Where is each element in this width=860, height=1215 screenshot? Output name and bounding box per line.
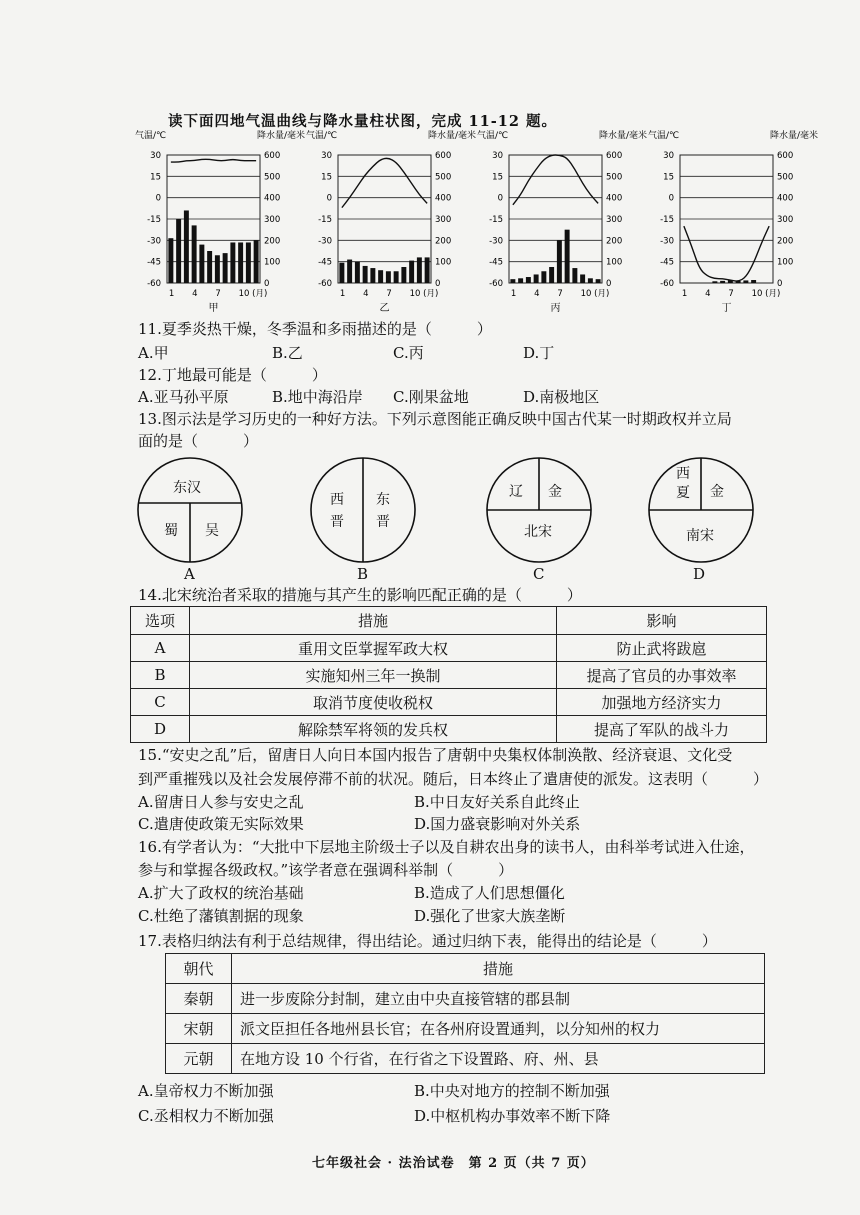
q14-row-c-option: C: [131, 689, 190, 716]
temp-axis-title: 气温/℃: [648, 131, 680, 141]
q15-stem-line2: 到严重摧残以及社会发展停滞不前的状况。随后，日本终止了遣唐使的派发。这表明（ ）: [138, 770, 769, 788]
precip-tick-label: 100: [777, 257, 794, 268]
precip-bar: [549, 267, 554, 283]
q16-stem-line1: 16.有学者认为：“大批中下层地主阶级士子以及自耕农出身的读书人，由科举考试进入仕途，: [138, 838, 755, 856]
q17-table-header-row: [166, 954, 765, 984]
q16-stem-line2: 参与和掌握各级政权。”该学者意在强调科举制（ ）: [138, 861, 514, 879]
precip-bar: [386, 271, 391, 283]
temp-tick-label: 15: [150, 172, 161, 183]
precip-tick-label: 600: [435, 151, 452, 161]
q14-row-d-effect: 提高了军队的战斗力: [557, 716, 767, 743]
q13-stem-line1: 13.图示法是学习历史的一种好方法。下列示意图能正确反映中国古代某一时期政权并立局: [138, 410, 732, 428]
q14-row-a-effect: 防止武将跋扈: [557, 635, 767, 662]
precip-tick-label: 500: [777, 172, 794, 183]
circle-d-right-label: 金: [710, 484, 724, 500]
month-tick-label: 4: [192, 289, 198, 299]
q14-header-option: 选项: [131, 607, 190, 635]
q12-option-a: A.亚马孙平原: [138, 388, 229, 406]
q14-stem: 14.北宋统治者采取的措施与其产生的影响匹配正确的是（ ）: [138, 586, 582, 604]
precip-bar: [409, 261, 414, 283]
circle-diagram-a: [135, 455, 245, 569]
table-row: [166, 1014, 765, 1044]
q14-row-b-measure: 实施知州三年一换制: [190, 662, 557, 689]
q11-option-d: D.丁: [523, 344, 555, 362]
page-footer: 七年级社会 · 法治试卷 第 2 页（共 7 页）: [312, 1156, 595, 1171]
precip-bar: [588, 278, 593, 283]
circle-d-bottom-label: 南宋: [686, 528, 714, 544]
temp-tick-label: -45: [489, 257, 503, 268]
q17-option-d: D.中枢机构办事效率不断下降: [414, 1107, 611, 1125]
circle-diagram-b: [308, 455, 418, 569]
q15-stem-line1: 15.“安史之乱”后，留唐日人向日本国内报告了唐朝中央集权体制涣散、经济衰退、文化受: [138, 746, 733, 764]
precip-tick-label: 100: [606, 257, 623, 268]
precip-tick-label: 500: [435, 172, 452, 183]
circle-a-right-label: 吴: [205, 523, 219, 539]
circle-a-letter: A: [184, 565, 195, 583]
temp-tick-label: 0: [155, 193, 161, 204]
temp-tick-label: 15: [321, 172, 332, 183]
circle-a-left-label: 蜀: [164, 523, 178, 539]
circle-diagram-d: [646, 455, 756, 569]
temperature-curve: [171, 159, 256, 162]
q14-header-effect: 影响: [557, 607, 767, 635]
precip-axis-title: 降水量/毫米: [427, 131, 476, 141]
precip-bar: [378, 270, 383, 283]
temp-tick-label: -30: [489, 236, 503, 247]
precip-tick-label: 500: [264, 172, 281, 183]
temp-tick-label: -60: [489, 279, 503, 289]
climate-chart-svg: [477, 128, 649, 318]
month-tick-label: 7: [728, 289, 734, 299]
temp-tick-label: 15: [492, 172, 503, 183]
q17-header-dynasty: 朝代: [166, 954, 232, 984]
q17-option-a: A.皇帝权力不断加强: [138, 1082, 274, 1100]
chart-intro: 读下面四地气温曲线与降水量柱状图，完成 11-12 题。: [168, 113, 557, 130]
climate-chart-svg: [648, 128, 820, 318]
q14-row-a-measure: 重用文臣掌握军政大权: [190, 635, 557, 662]
temp-tick-label: -60: [147, 279, 161, 289]
table-row: [131, 716, 767, 743]
precip-tick-label: 600: [606, 151, 623, 161]
precip-bar: [199, 245, 204, 283]
precip-tick-label: 400: [264, 193, 281, 204]
precip-bar: [355, 262, 360, 283]
temp-tick-label: -45: [660, 257, 674, 268]
circle-b-letter: B: [357, 565, 369, 583]
precip-bar: [192, 225, 197, 283]
temp-tick-label: -45: [318, 257, 332, 268]
precip-tick-label: 200: [606, 236, 623, 247]
precip-bar: [168, 238, 173, 283]
temp-tick-label: 15: [663, 172, 674, 183]
q15-option-b: B.中日友好关系自此终止: [414, 793, 580, 811]
precip-bar: [246, 242, 251, 283]
temp-tick-label: -15: [318, 215, 332, 225]
q17-row-song-measure: 派文臣担任各地州县长官；在各州府设置通判，以分知州的权力: [232, 1014, 765, 1044]
precip-bar: [510, 279, 515, 283]
q15-option-d: D.国力盛衰影响对外关系: [414, 815, 581, 833]
temp-tick-label: -15: [489, 215, 503, 225]
q12-option-c: C.刚果盆地: [393, 388, 469, 406]
temp-tick-label: -30: [660, 236, 674, 247]
q14-row-c-measure: 取消节度使收税权: [190, 689, 557, 716]
month-tick-label: 10 (月): [238, 289, 268, 299]
climate-chart-ding: [648, 128, 820, 318]
precip-bar: [394, 271, 399, 283]
q17-row-qin-dynasty: 秦朝: [166, 984, 232, 1014]
precip-bar: [596, 279, 601, 283]
precip-bar: [417, 257, 422, 283]
month-tick-label: 10 (月): [409, 289, 439, 299]
precip-tick-label: 200: [777, 236, 794, 247]
q16-option-b: B.造成了人们思想僵化: [414, 884, 565, 902]
precip-axis-title: 降水量/毫米: [769, 131, 818, 141]
temp-tick-label: 30: [663, 151, 674, 161]
precip-bar: [215, 255, 220, 283]
temp-axis-title: 气温/℃: [477, 131, 509, 141]
q14-row-b-effect: 提高了官员的办事效率: [557, 662, 767, 689]
month-tick-label: 4: [363, 289, 369, 299]
temp-tick-label: -30: [147, 236, 161, 247]
precip-bar: [230, 242, 235, 283]
q17-header-measure: 措施: [232, 954, 765, 984]
temp-axis-title: 气温/℃: [306, 131, 338, 141]
precip-tick-label: 600: [264, 151, 281, 161]
q14-row-a-option: A: [131, 635, 190, 662]
precip-bar: [238, 242, 243, 283]
table-row: [166, 1044, 765, 1074]
circle-a-top-label: 东汉: [173, 480, 201, 496]
precip-bar: [751, 280, 756, 283]
precip-bar: [720, 281, 725, 283]
circle-b-right-label: 东 晋: [376, 492, 390, 530]
temp-tick-label: -60: [660, 279, 674, 289]
circle-c-left-label: 辽: [509, 484, 523, 500]
precip-tick-label: 100: [264, 257, 281, 268]
precip-bar: [207, 251, 212, 283]
precip-bar: [425, 257, 430, 283]
month-tick-label: 7: [386, 289, 392, 299]
q17-option-b: B.中央对地方的控制不断加强: [414, 1082, 610, 1100]
q17-table: [165, 953, 765, 1074]
climate-chart-yi: [306, 128, 478, 318]
precip-bar: [743, 280, 748, 283]
temp-tick-label: -15: [147, 215, 161, 225]
precip-tick-label: 600: [777, 151, 794, 161]
q14-row-b-option: B: [131, 662, 190, 689]
month-tick-label: 4: [534, 289, 540, 299]
q14-table: [130, 606, 767, 743]
precip-bar: [557, 240, 562, 283]
temp-tick-label: -15: [660, 215, 674, 225]
q15-option-a: A.留唐日人参与安史之乱: [138, 793, 304, 811]
q17-row-yuan-dynasty: 元朝: [166, 1044, 232, 1074]
q14-header-measure: 措施: [190, 607, 557, 635]
precip-bar: [580, 274, 585, 283]
climate-chart-bing: [477, 128, 649, 318]
temperature-curve: [342, 158, 427, 207]
temp-tick-label: -30: [318, 236, 332, 247]
temp-tick-label: 0: [497, 193, 503, 204]
precip-bar: [541, 271, 546, 283]
q17-row-yuan-measure: 在地方设 10 个行省，在行省之下设置路、府、州、县: [232, 1044, 765, 1074]
precip-tick-label: 500: [606, 172, 623, 183]
precip-tick-label: 0: [777, 279, 783, 289]
temp-axis-title: 气温/℃: [135, 131, 167, 141]
circle-d-left-label: 西 夏: [676, 466, 690, 501]
month-tick-label: 1: [339, 289, 346, 299]
climate-chart-jia: [135, 128, 307, 318]
q17-option-c: C.丞相权力不断加强: [138, 1107, 274, 1125]
precip-bar: [176, 219, 181, 283]
table-row: [166, 984, 765, 1014]
q16-option-a: A.扩大了政权的统治基础: [138, 884, 304, 902]
month-tick-label: 10 (月): [751, 289, 781, 299]
q17-row-song-dynasty: 宋朝: [166, 1014, 232, 1044]
table-row: [131, 689, 767, 716]
precip-bar: [370, 268, 375, 283]
precip-tick-label: 300: [777, 215, 794, 225]
q12-stem: 12.丁地最可能是（ ）: [138, 366, 327, 384]
precip-bar: [363, 266, 368, 283]
precip-tick-label: 200: [435, 236, 452, 247]
precip-bar: [518, 278, 523, 283]
q11-option-c: C.丙: [393, 344, 424, 362]
precip-bar: [526, 277, 531, 283]
month-tick-label: 4: [705, 289, 711, 299]
chart-label: 甲: [208, 303, 219, 314]
precip-tick-label: 0: [264, 279, 270, 289]
climate-chart-svg: [135, 128, 307, 318]
q13-stem-line2: 面的是（ ）: [138, 432, 259, 450]
temp-tick-label: -60: [318, 279, 332, 289]
precip-tick-label: 400: [606, 193, 623, 204]
precip-bar: [534, 274, 539, 283]
q14-row-d-measure: 解除禁军将领的发兵权: [190, 716, 557, 743]
precip-bar: [401, 267, 406, 283]
month-tick-label: 10 (月): [580, 289, 610, 299]
circle-c-letter: C: [533, 565, 545, 583]
precip-bar: [223, 253, 228, 283]
month-tick-label: 1: [168, 289, 175, 299]
chart-label: 丙: [550, 303, 561, 314]
circle-c-bottom-label: 北宋: [524, 524, 552, 540]
q16-option-c: C.杜绝了藩镇割据的现象: [138, 907, 304, 925]
q12-option-d: D.南极地区: [523, 388, 600, 406]
temp-tick-label: 30: [150, 151, 161, 161]
precip-bar: [347, 260, 352, 283]
precip-tick-label: 300: [606, 215, 623, 225]
precip-tick-label: 100: [435, 257, 452, 268]
precip-tick-label: 300: [435, 215, 452, 225]
circle-b-left-label: 西 晋: [330, 492, 344, 530]
chart-label: 丁: [721, 303, 732, 314]
q17-stem: 17.表格归纳法有利于总结规律，得出结论。通过归纳下表，能得出的结论是（ ）: [138, 932, 717, 950]
precip-tick-label: 400: [777, 193, 794, 204]
q14-table-header-row: [131, 607, 767, 635]
precip-tick-label: 0: [435, 279, 441, 289]
temp-tick-label: 30: [321, 151, 332, 161]
circle-d-letter: D: [693, 565, 706, 583]
circle-c-right-label: 金: [548, 484, 562, 500]
month-tick-label: 1: [681, 289, 688, 299]
precip-bar: [572, 268, 577, 283]
temperature-curve: [684, 226, 769, 281]
precip-bar: [254, 240, 259, 283]
table-row: [131, 635, 767, 662]
q11-option-b: B.乙: [272, 344, 303, 362]
precip-tick-label: 400: [435, 193, 452, 204]
table-row: [131, 662, 767, 689]
q14-row-c-effect: 加强地方经济实力: [557, 689, 767, 716]
precip-axis-title: 降水量/毫米: [598, 131, 647, 141]
chart-label: 乙: [379, 303, 390, 314]
q17-row-qin-measure: 进一步废除分封制，建立由中央直接管辖的郡县制: [232, 984, 765, 1014]
precip-tick-label: 300: [264, 215, 281, 225]
q11-option-a: A.甲: [138, 344, 169, 362]
q16-option-d: D.强化了世家大族垄断: [414, 907, 566, 925]
temp-tick-label: 0: [668, 193, 674, 204]
precip-axis-title: 降水量/毫米: [256, 131, 305, 141]
q15-option-c: C.遣唐使政策无实际效果: [138, 815, 304, 833]
q14-row-d-option: D: [131, 716, 190, 743]
q11-stem: 11.夏季炎热干燥，冬季温和多雨描述的是（ ）: [138, 320, 492, 338]
circle-diagram-c: [484, 455, 594, 569]
month-tick-label: 7: [215, 289, 221, 299]
precip-bar: [184, 210, 189, 283]
temp-tick-label: 30: [492, 151, 503, 161]
month-tick-label: 7: [557, 289, 563, 299]
climate-chart-svg: [306, 128, 478, 318]
precip-bar: [565, 230, 570, 283]
temp-tick-label: -45: [147, 257, 161, 268]
temp-tick-label: 0: [326, 193, 332, 204]
month-tick-label: 1: [510, 289, 517, 299]
precip-tick-label: 200: [264, 236, 281, 247]
precip-bar: [339, 263, 344, 283]
precip-tick-label: 0: [606, 279, 612, 289]
precip-bar: [712, 281, 717, 283]
q12-option-b: B.地中海沿岸: [272, 388, 363, 406]
